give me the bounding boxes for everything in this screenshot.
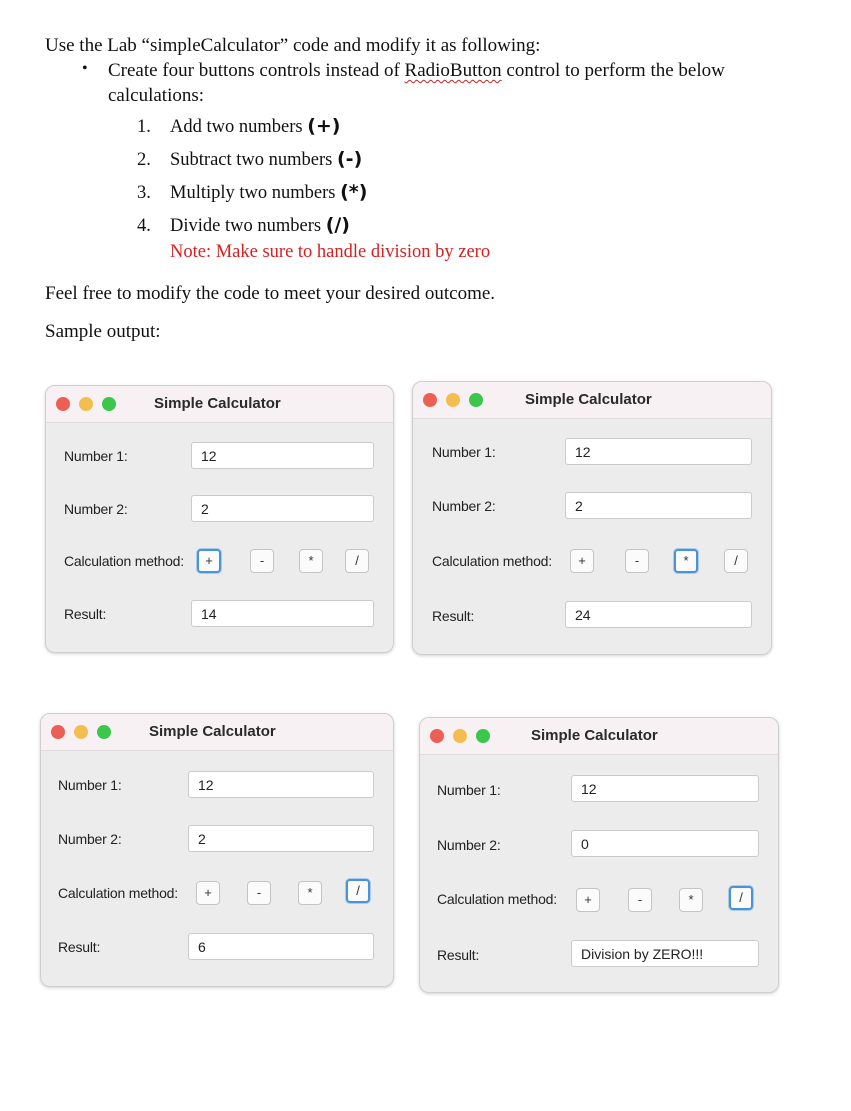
number1-input[interactable]: 12	[191, 442, 374, 469]
list-number: 3.	[137, 183, 151, 203]
multiply-button[interactable]: *	[674, 549, 698, 573]
add-button[interactable]: +	[196, 881, 220, 905]
list-number: 2.	[137, 150, 151, 170]
calculation-method-label: Calculation method:	[437, 891, 557, 907]
number1-label: Number 1:	[58, 777, 122, 793]
calculation-method-label: Calculation method:	[58, 885, 178, 901]
intro-text: Use the Lab “simpleCalculator” code and modify it as following:	[45, 35, 541, 56]
title-bar	[420, 718, 778, 755]
add-button[interactable]: +	[576, 888, 600, 912]
divide-button[interactable]: /	[724, 549, 748, 573]
list-text: Divide two numbers	[170, 216, 326, 236]
close-icon[interactable]	[423, 393, 437, 407]
calculator-window-1	[45, 385, 394, 653]
calculator-window-3	[40, 713, 394, 987]
list-symbol: (*)	[340, 181, 368, 203]
minimize-icon[interactable]	[453, 729, 467, 743]
number2-label: Number 2:	[437, 837, 501, 853]
number2-input[interactable]: 0	[571, 830, 759, 857]
add-button[interactable]: +	[570, 549, 594, 573]
title-bar	[41, 714, 393, 751]
result-field: 14	[191, 600, 374, 627]
bullet-text-part2: control to perform the below	[501, 60, 725, 81]
result-field: 24	[565, 601, 752, 628]
number2-label: Number 2:	[432, 498, 496, 514]
minimize-icon[interactable]	[446, 393, 460, 407]
list-item-multiply	[137, 181, 367, 204]
division-note: Note: Make sure to handle division by zero	[170, 242, 491, 262]
list-symbol: (+)	[307, 115, 341, 137]
bullet-text-part1: Create four buttons controls instead of	[108, 60, 405, 81]
minimize-icon[interactable]	[79, 397, 93, 411]
zoom-icon[interactable]	[97, 725, 111, 739]
result-label: Result:	[58, 939, 101, 955]
bullet-text	[108, 60, 725, 82]
calculation-method-label: Calculation method:	[64, 553, 184, 569]
window-title: Simple Calculator	[531, 727, 658, 744]
divide-button[interactable]: /	[345, 549, 369, 573]
multiply-button[interactable]: *	[299, 549, 323, 573]
close-icon[interactable]	[51, 725, 65, 739]
radiobutton-word: RadioButton	[404, 60, 502, 81]
zoom-icon[interactable]	[102, 397, 116, 411]
number1-input[interactable]: 12	[565, 438, 752, 465]
list-item-add	[137, 115, 341, 138]
bullet-icon: •	[82, 60, 88, 77]
result-label: Result:	[64, 606, 107, 622]
list-number: 4.	[137, 216, 151, 236]
number2-input[interactable]: 2	[188, 825, 374, 852]
calculation-method-label: Calculation method:	[432, 553, 552, 569]
sample-output-heading: Sample output:	[45, 321, 161, 342]
close-icon[interactable]	[56, 397, 70, 411]
list-symbol: (/)	[325, 214, 350, 236]
number1-label: Number 1:	[437, 782, 501, 798]
bullet-text-line2: calculations:	[108, 85, 205, 106]
number2-input[interactable]: 2	[565, 492, 752, 519]
calculator-window-2	[412, 381, 772, 655]
add-button[interactable]: +	[197, 549, 221, 573]
zoom-icon[interactable]	[476, 729, 490, 743]
list-item-divide	[137, 214, 350, 237]
subtract-button[interactable]: -	[247, 881, 271, 905]
title-bar	[413, 382, 771, 419]
result-field: Division by ZERO!!!	[571, 940, 759, 967]
list-text: Add two numbers	[170, 117, 308, 137]
feel-free-text: Feel free to modify the code to meet your desired outcome.	[45, 283, 496, 304]
minimize-icon[interactable]	[74, 725, 88, 739]
number1-label: Number 1:	[64, 448, 128, 464]
window-title: Simple Calculator	[525, 391, 652, 408]
window-title: Simple Calculator	[149, 723, 276, 740]
divide-button[interactable]: /	[346, 879, 370, 903]
subtract-button[interactable]: -	[250, 549, 274, 573]
calculator-window-4	[419, 717, 779, 993]
title-bar	[46, 386, 393, 423]
window-title: Simple Calculator	[154, 395, 281, 412]
list-item-subtract	[137, 148, 362, 171]
result-label: Result:	[432, 608, 475, 624]
close-icon[interactable]	[430, 729, 444, 743]
result-field: 6	[188, 933, 374, 960]
multiply-button[interactable]: *	[298, 881, 322, 905]
multiply-button[interactable]: *	[679, 888, 703, 912]
number2-label: Number 2:	[58, 831, 122, 847]
subtract-button[interactable]: -	[625, 549, 649, 573]
list-number: 1.	[137, 117, 151, 137]
list-text: Subtract two numbers	[170, 150, 337, 170]
list-text: Multiply two numbers	[170, 183, 341, 203]
number2-label: Number 2:	[64, 501, 128, 517]
number1-label: Number 1:	[432, 444, 496, 460]
subtract-button[interactable]: -	[628, 888, 652, 912]
number2-input[interactable]: 2	[191, 495, 374, 522]
divide-button[interactable]: /	[729, 886, 753, 910]
number1-input[interactable]: 12	[188, 771, 374, 798]
number1-input[interactable]: 12	[571, 775, 759, 802]
zoom-icon[interactable]	[469, 393, 483, 407]
list-symbol: (-)	[337, 148, 363, 170]
result-label: Result:	[437, 947, 480, 963]
